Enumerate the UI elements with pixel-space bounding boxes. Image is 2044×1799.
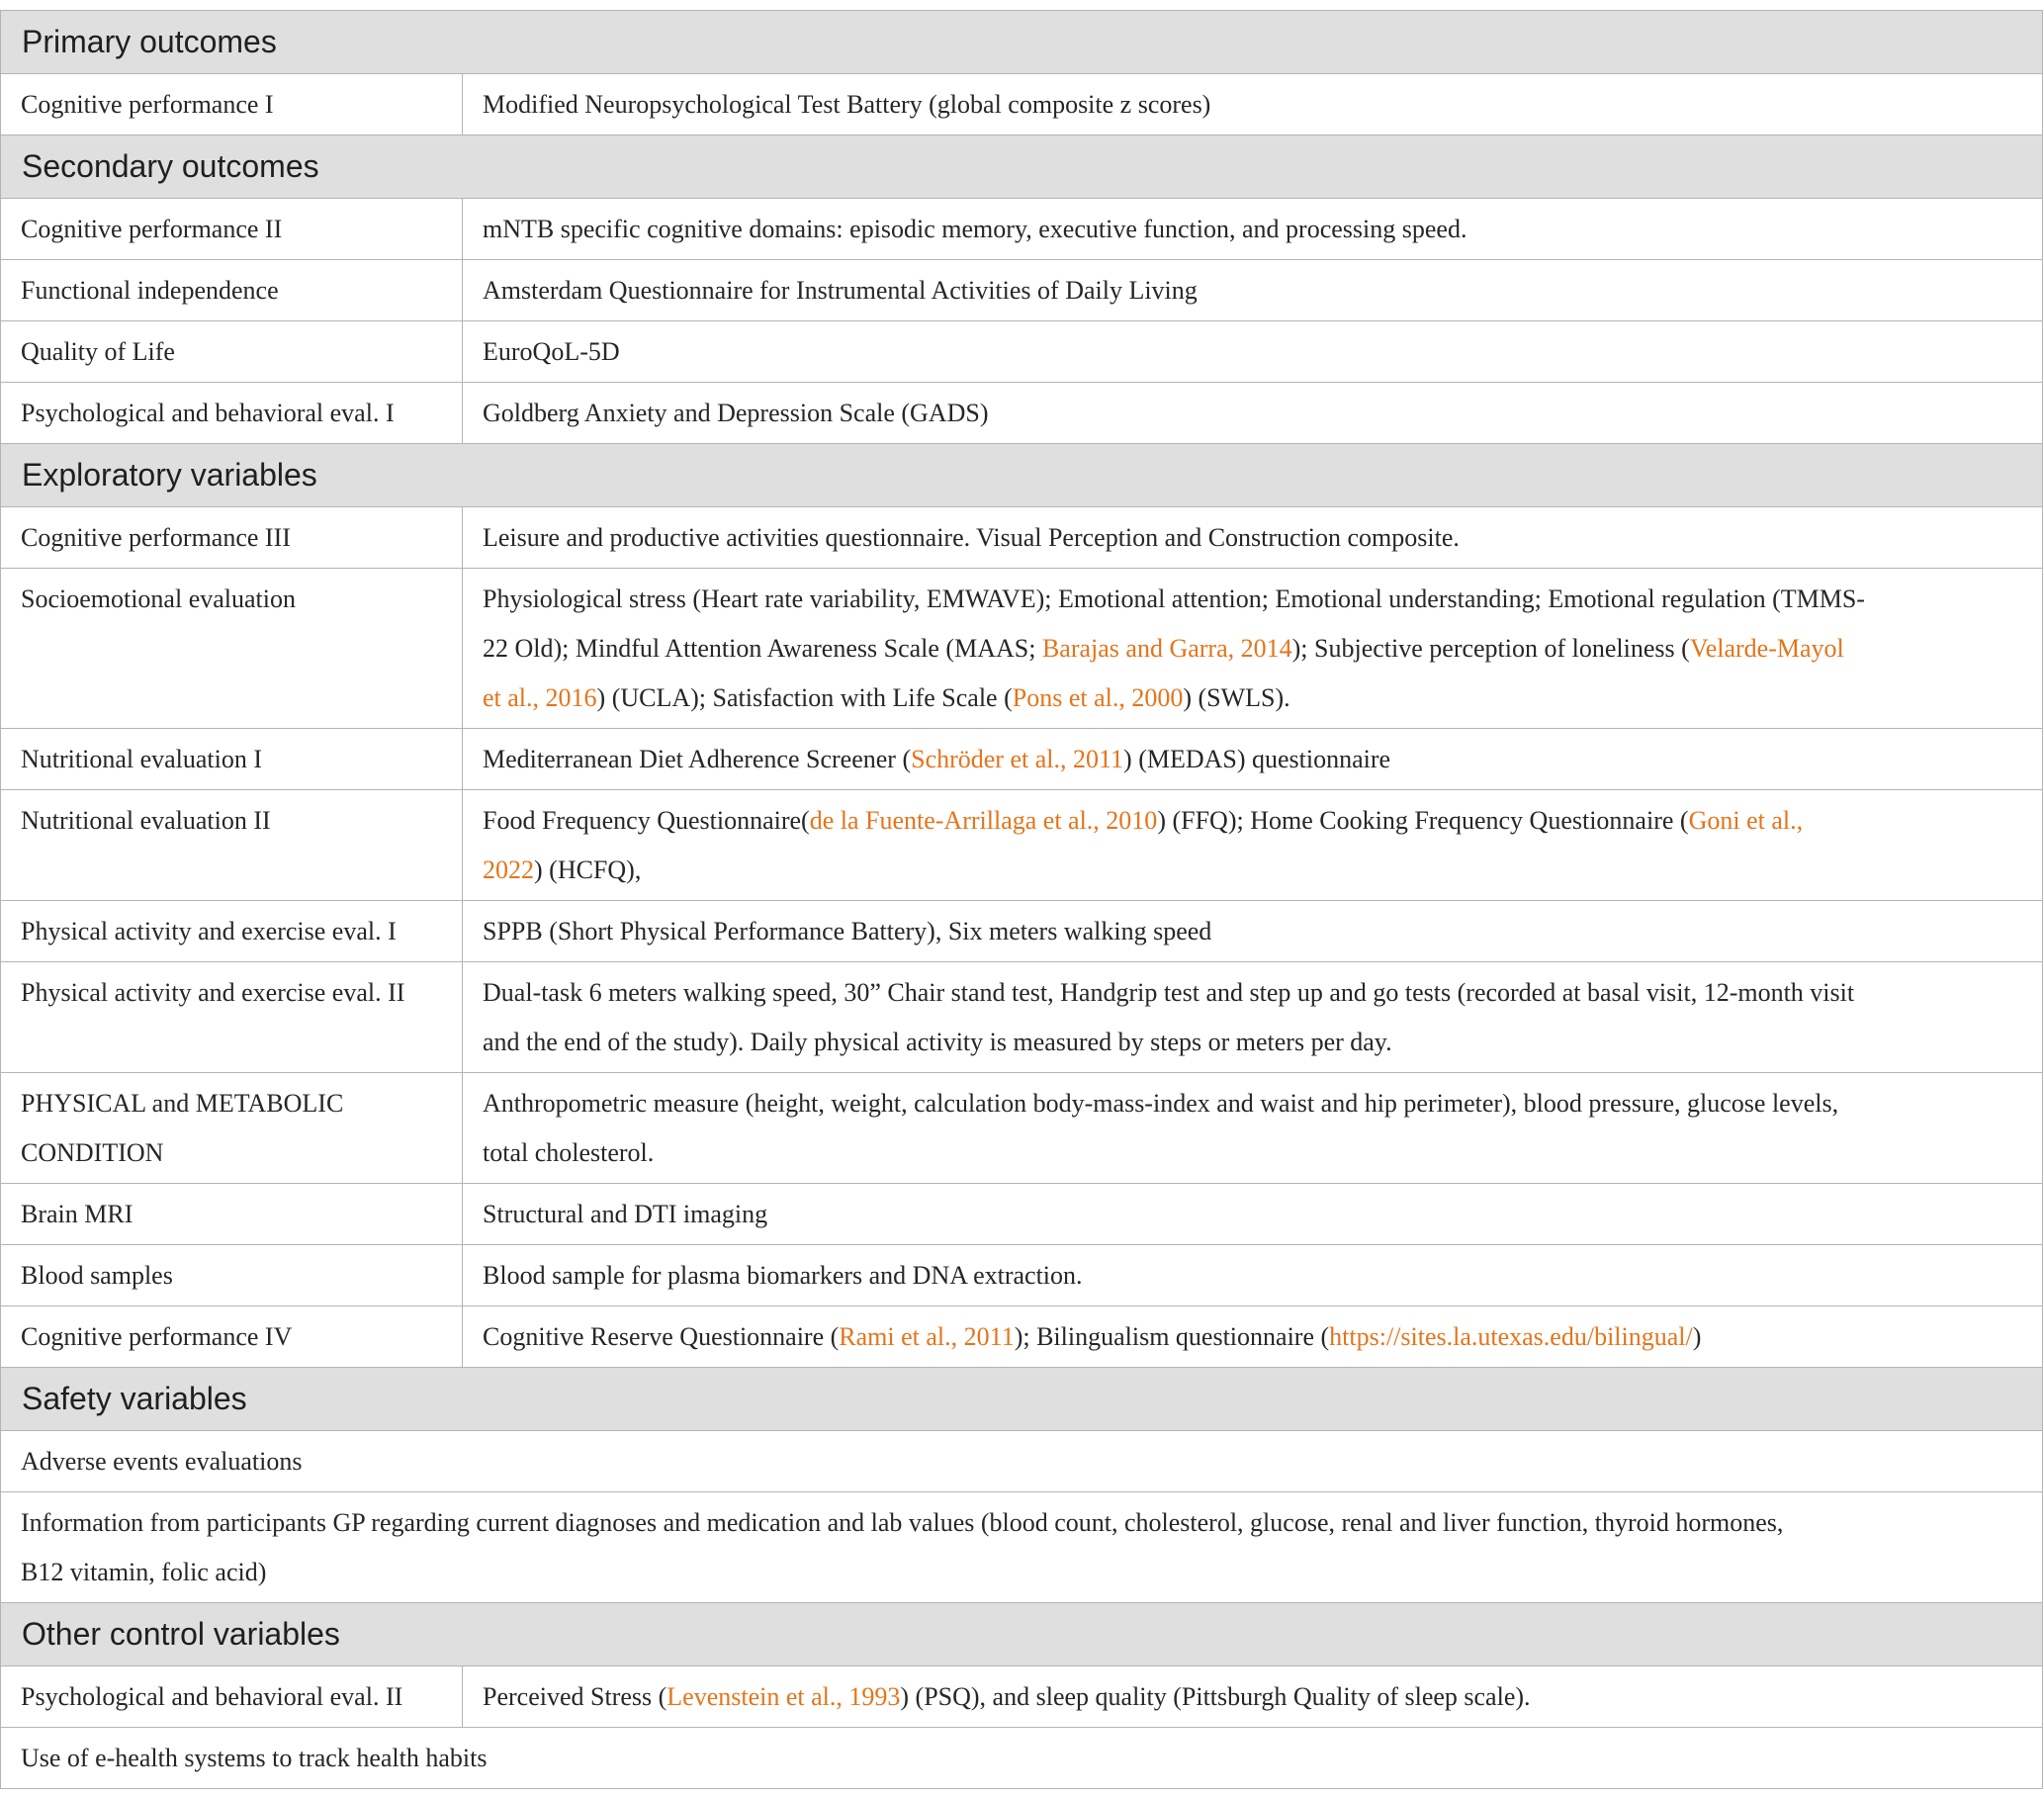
section-title: Other control variables <box>22 1616 340 1652</box>
citation-link[interactable]: et al., 2016 <box>483 683 597 712</box>
section-title: Safety variables <box>22 1381 247 1416</box>
label-line: Physical activity and exercise eval. I <box>21 917 397 945</box>
table-row <box>1 383 2042 444</box>
measure-label <box>1 901 463 961</box>
description-line <box>483 266 2032 315</box>
table-row <box>1 507 2042 569</box>
description-line <box>483 624 2032 674</box>
text-segment: Anthropometric measure (height, weight, calculation body-mass-index and waist and hip perimeter), blood pressure, glucose levels, <box>483 1089 1839 1118</box>
section-header-primary-outcomes <box>1 11 2042 74</box>
measure-description <box>463 901 2042 961</box>
text-segment: ); Subjective perception of loneliness ( <box>1291 634 1690 663</box>
label-line: PHYSICAL and METABOLIC <box>21 1089 344 1118</box>
label-line: Psychological and behavioral eval. I <box>21 399 395 427</box>
measure-description <box>463 1306 2042 1367</box>
table-row <box>1 1184 2042 1245</box>
citation-link[interactable]: 2022 <box>483 855 534 884</box>
measure-description <box>463 1073 2042 1183</box>
text-segment: ); Bilingualism questionnaire ( <box>1014 1322 1330 1351</box>
table-row <box>1 962 2042 1073</box>
label-line: Functional independence <box>21 276 279 305</box>
text-segment: Goldberg Anxiety and Depression Scale (GADS) <box>483 399 989 427</box>
outcomes-table <box>0 10 2043 1789</box>
label-line: Cognitive performance IV <box>21 1322 293 1351</box>
description-line <box>483 1128 2032 1178</box>
label-line: Nutritional evaluation I <box>21 745 263 773</box>
text-segment: Food Frequency Questionnaire( <box>483 806 810 835</box>
section-title: Secondary outcomes <box>22 148 319 184</box>
label-line: Socioemotional evaluation <box>21 585 296 613</box>
measure-label <box>1 383 463 443</box>
full-width-cell <box>1 1492 2042 1602</box>
measure-label <box>1 260 463 320</box>
table-row <box>1 901 2042 962</box>
section-title: Exploratory variables <box>22 457 317 493</box>
full-width-cell <box>1 1728 2042 1788</box>
description-line <box>483 968 2032 1018</box>
description-line <box>21 1498 2032 1548</box>
citation-link[interactable]: de la Fuente-Arrillaga et al., 2010 <box>809 806 1158 835</box>
description-line <box>483 1190 2032 1239</box>
text-segment: and the end of the study). Daily physical activity is measured by steps or meters per day. <box>483 1028 1392 1056</box>
text-segment: Leisure and productive activities questionnaire. Visual Perception and Construction composite. <box>483 523 1460 552</box>
measure-label <box>1 1245 463 1305</box>
section-header-secondary-outcomes <box>1 135 2042 199</box>
measure-label <box>1 1073 463 1183</box>
table-row <box>1 1666 2042 1728</box>
table-row <box>1 569 2042 729</box>
description-line <box>483 80 2032 130</box>
measure-description <box>463 1666 2042 1727</box>
measure-description <box>463 569 2042 728</box>
measure-label <box>1 199 463 259</box>
table-row <box>1 1306 2042 1368</box>
description-line <box>483 1251 2032 1301</box>
label-line: Cognitive performance II <box>21 215 283 243</box>
text-segment: Amsterdam Questionnaire for Instrumental Activities of Daily Living <box>483 276 1198 305</box>
text-segment: Blood sample for plasma biomarkers and DNA extraction. <box>483 1261 1083 1290</box>
text-segment: total cholesterol. <box>483 1138 655 1167</box>
description-line <box>483 513 2032 563</box>
table-row <box>1 74 2042 135</box>
text-segment: ) (UCLA); Satisfaction with Life Scale ( <box>596 683 1013 712</box>
citation-link[interactable]: Rami et al., 2011 <box>839 1322 1015 1351</box>
section-header-exploratory-variables <box>1 444 2042 507</box>
text-segment: ) (HCFQ), <box>534 855 642 884</box>
label-line: Cognitive performance I <box>21 90 274 119</box>
description-line <box>483 674 2032 723</box>
description-line <box>483 1672 2032 1722</box>
measure-label <box>1 74 463 135</box>
label-line: Nutritional evaluation II <box>21 806 271 835</box>
description-line <box>483 846 2032 895</box>
citation-link[interactable]: Velarde-Mayol <box>1689 634 1844 663</box>
table-row <box>1 1245 2042 1306</box>
text-segment: Use of e-health systems to track health habits <box>21 1744 488 1772</box>
text-segment: Mediterranean Diet Adherence Screener ( <box>483 745 912 773</box>
table-row <box>1 321 2042 383</box>
citation-link[interactable]: Pons et al., 2000 <box>1012 683 1184 712</box>
text-segment: Structural and DTI imaging <box>483 1200 768 1228</box>
text-segment: EuroQoL-5D <box>483 337 620 366</box>
text-segment: Dual-task 6 meters walking speed, 30” Chair stand test, Handgrip test and step up and go tests (recorded at basal visit, 12-month visit <box>483 978 1855 1007</box>
text-segment: ) (PSQ), and sleep quality (Pittsburgh Quality of sleep scale). <box>900 1682 1531 1711</box>
label-line: Physical activity and exercise eval. II <box>21 978 405 1007</box>
description-line <box>21 1734 2032 1783</box>
description-line <box>483 1312 2032 1362</box>
text-segment: Adverse events evaluations <box>21 1447 303 1476</box>
description-line <box>483 907 2032 956</box>
full-width-cell <box>1 1431 2042 1491</box>
label-line: CONDITION <box>21 1138 164 1167</box>
citation-link[interactable]: Schröder et al., 2011 <box>911 745 1124 773</box>
bilingual-questionnaire-url-link[interactable]: https://sites.la.utexas.edu/bilingual/ <box>1329 1322 1693 1351</box>
description-line <box>483 1079 2032 1128</box>
table-row <box>1 1431 2042 1492</box>
label-line: Psychological and behavioral eval. II <box>21 1682 403 1711</box>
measure-label <box>1 1184 463 1244</box>
text-segment: mNTB specific cognitive domains: episodic memory, executive function, and processing speed. <box>483 215 1467 243</box>
measure-description <box>463 507 2042 568</box>
table-row <box>1 1073 2042 1184</box>
description-line <box>483 205 2032 254</box>
text-segment: SPPB (Short Physical Performance Battery), Six meters walking speed <box>483 917 1212 945</box>
measure-label <box>1 507 463 568</box>
citation-link[interactable]: Levenstein et al., 1993 <box>667 1682 901 1711</box>
description-line <box>21 1437 2032 1486</box>
table-row <box>1 729 2042 790</box>
measure-description <box>463 260 2042 320</box>
measure-description <box>463 74 2042 135</box>
text-segment: ) (FFQ); Home Cooking Frequency Questionnaire ( <box>1157 806 1689 835</box>
measure-label <box>1 729 463 789</box>
label-line: Blood samples <box>21 1261 173 1290</box>
label-line: Cognitive performance III <box>21 523 291 552</box>
measure-label <box>1 321 463 382</box>
measure-label <box>1 790 463 900</box>
measure-label <box>1 1306 463 1367</box>
measure-description <box>463 1184 2042 1244</box>
measure-description <box>463 962 2042 1072</box>
citation-link[interactable]: Barajas and Garra, 2014 <box>1041 634 1292 663</box>
measure-label <box>1 569 463 728</box>
table-row <box>1 790 2042 901</box>
label-line: Brain MRI <box>21 1200 133 1228</box>
text-segment: Modified Neuropsychological Test Battery (global composite z scores) <box>483 90 1211 119</box>
description-line <box>483 389 2032 438</box>
text-segment: ) (SWLS). <box>1183 683 1290 712</box>
description-line <box>483 1018 2032 1067</box>
description-line <box>483 735 2032 784</box>
measure-description <box>463 790 2042 900</box>
description-line <box>483 575 2032 624</box>
table-row <box>1 260 2042 321</box>
section-header-other-control-variables <box>1 1603 2042 1666</box>
text-segment: 22 Old); Mindful Attention Awareness Scale (MAAS; <box>483 634 1042 663</box>
section-header-safety-variables <box>1 1368 2042 1431</box>
measure-label <box>1 1666 463 1727</box>
text-segment: ) <box>1692 1322 1702 1351</box>
text-segment: Physiological stress (Heart rate variability, EMWAVE); Emotional attention; Emotional understanding; Emotional regulation (TMMS- <box>483 585 1865 613</box>
description-line <box>21 1548 2032 1597</box>
measure-description <box>463 321 2042 382</box>
label-line: Quality of Life <box>21 337 175 366</box>
citation-link[interactable]: Goni et al., <box>1688 806 1804 835</box>
table-row <box>1 1492 2042 1603</box>
measure-label <box>1 962 463 1072</box>
section-title: Primary outcomes <box>22 24 277 59</box>
table-row <box>1 1728 2042 1789</box>
text-segment: ) (MEDAS) questionnaire <box>1123 745 1391 773</box>
measure-description <box>463 383 2042 443</box>
text-segment: B12 vitamin, folic acid) <box>21 1558 267 1586</box>
text-segment: Perceived Stress ( <box>483 1682 667 1711</box>
measure-description <box>463 729 2042 789</box>
text-segment: Cognitive Reserve Questionnaire ( <box>483 1322 840 1351</box>
measure-description <box>463 1245 2042 1305</box>
measure-description <box>463 199 2042 259</box>
table-row <box>1 199 2042 260</box>
description-line <box>483 796 2032 846</box>
description-line <box>483 327 2032 377</box>
text-segment: Information from participants GP regarding current diagnoses and medication and lab values (blood count, cholesterol, glucose, renal and liver function, thyroid hormones, <box>21 1508 1784 1537</box>
